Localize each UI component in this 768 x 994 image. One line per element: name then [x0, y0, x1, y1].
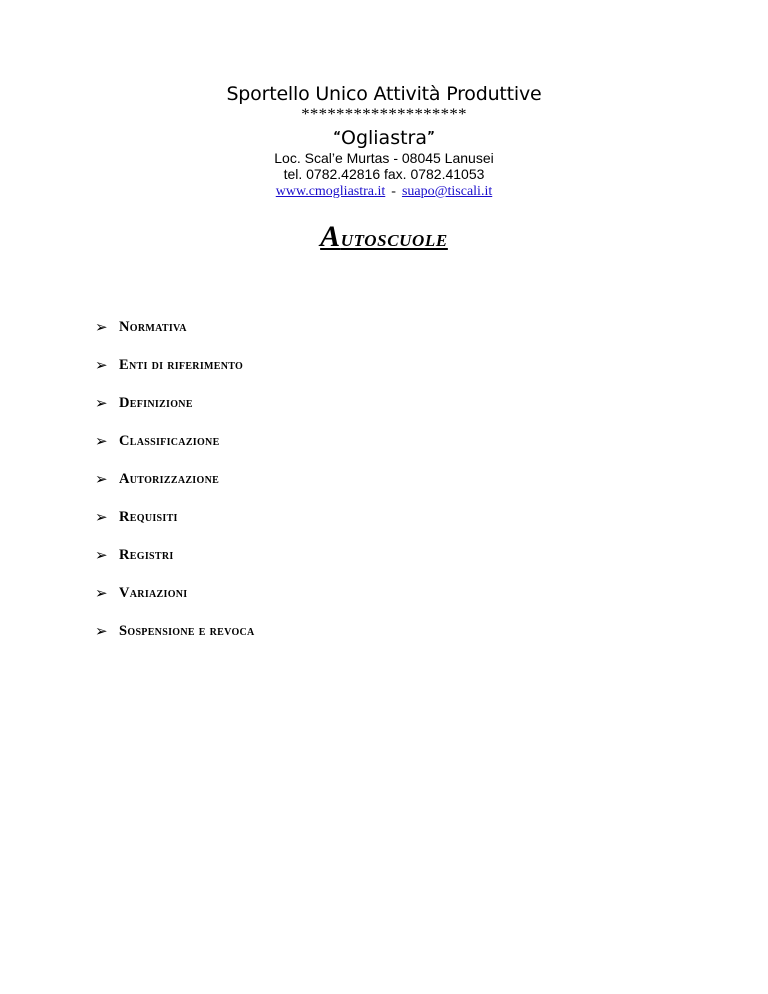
- arrowhead-bullet-icon: ➢: [95, 583, 108, 602]
- list-item[interactable]: [95, 308, 255, 346]
- list-item-label: Requisiti: [119, 508, 178, 525]
- arrowhead-bullet-icon: ➢: [95, 393, 108, 412]
- arrowhead-bullet-icon: ➢: [95, 545, 108, 564]
- list-item[interactable]: [95, 574, 255, 612]
- open-quote: “: [333, 129, 341, 143]
- close-quote: ”: [427, 129, 435, 143]
- topic-list: [95, 308, 255, 650]
- address-line-2: tel. 0782.42816 fax. 0782.41053: [283, 166, 485, 182]
- title-initial: A: [320, 220, 341, 253]
- list-item[interactable]: [95, 346, 255, 384]
- page-title: [0, 219, 768, 257]
- link-separator: -: [391, 184, 396, 199]
- list-item-label: Autorizzazione: [119, 470, 220, 487]
- arrowhead-bullet-icon: ➢: [95, 621, 108, 640]
- document-header: [0, 82, 768, 201]
- address-line-1: Loc. Scal’e Murtas - 08045 Lanusei: [274, 150, 494, 166]
- arrowhead-bullet-icon: ➢: [95, 431, 108, 450]
- list-item-label: Normativa: [119, 318, 187, 335]
- arrowhead-bullet-icon: ➢: [95, 507, 108, 526]
- email-link[interactable]: suapo@tiscali.it: [401, 184, 493, 199]
- list-item-label: Sospensione e revoca: [119, 622, 255, 639]
- arrowhead-bullet-icon: ➢: [95, 469, 108, 488]
- list-item[interactable]: [95, 612, 255, 650]
- list-item[interactable]: [95, 384, 255, 422]
- list-item[interactable]: [95, 422, 255, 460]
- list-item[interactable]: [95, 498, 255, 536]
- title-rest: utoscuole: [340, 226, 448, 252]
- list-item-label: Enti di riferimento: [119, 356, 244, 373]
- place-name: [0, 124, 768, 150]
- list-item[interactable]: [95, 460, 255, 498]
- list-item-label: Variazioni: [119, 584, 188, 601]
- asterisk-divider: *******************: [301, 106, 467, 123]
- list-item-label: Registri: [119, 546, 174, 563]
- list-item[interactable]: [95, 536, 255, 574]
- list-item-label: Definizione: [119, 394, 193, 411]
- arrowhead-bullet-icon: ➢: [95, 317, 108, 336]
- place-label: Ogliastra: [340, 127, 428, 149]
- organization-name: Sportello Unico Attività Produttive: [226, 83, 542, 105]
- website-link[interactable]: www.cmogliastra.it: [275, 184, 386, 199]
- list-item-label: Classificazione: [119, 432, 220, 449]
- arrowhead-bullet-icon: ➢: [95, 355, 108, 374]
- contact-links: [0, 183, 768, 201]
